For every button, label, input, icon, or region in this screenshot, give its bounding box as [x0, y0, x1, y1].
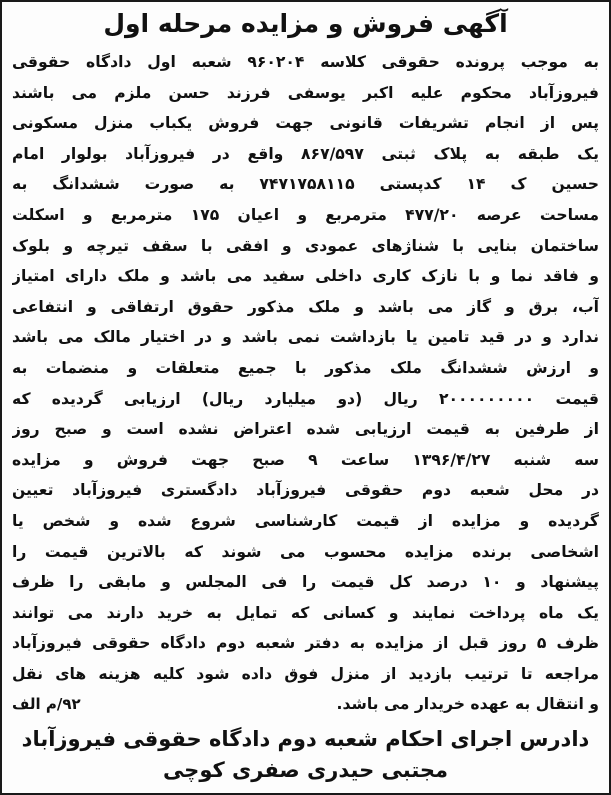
body-line: ساختمان بنایی با شناژهای عمودی و افقی با سقف تیرچه و بلوک	[12, 236, 599, 255]
body-line: سه شنبه ۱۳۹۶/۴/۲۷ ساعت ۹ صبح جهت فروش و مزایده	[12, 450, 599, 469]
body-line: قیمت ۲۰۰۰۰۰۰۰۰۰ ریال (دو میلیارد ریال) ارزیابی گردیده که	[12, 389, 599, 408]
body-line: و ارزش ششدانگ ملک مذکور با جمیع متعلقات و منضمات به	[12, 358, 599, 377]
body-line: ظرف ۵ روز قبل از مزایده به دفتر شعبه دوم دادگاه حقوقی فیروزآباد	[12, 634, 599, 653]
body-line: اشخاصی برنده مزایده محسوب می شوند که بالاترین قیمت را	[12, 542, 599, 561]
body-line: ندارد و در قید تامین یا بازداشت نمی باشد و در اختیار مالک می باشد	[12, 328, 599, 347]
body-line: پیشنهاد و ۱۰ درصد کل قیمت را فی المجلس و مابقی را ظرف	[12, 573, 599, 592]
body-last-line	[12, 689, 599, 720]
signature-name: مجتبی حیدری صفری کوچی	[162, 758, 449, 782]
body-line: در محل شعبه دوم حقوقی فیروزآباد دادگستری فیروزآباد تعیین	[12, 481, 599, 500]
body-line: پس از انجام تشریفات قانونی جهت فروش یکباب منزل مسکونی	[12, 114, 599, 133]
body-line: فیروزآباد محکوم علیه اکبر یوسفی فرزند حسن ملزم می باشند	[12, 83, 599, 102]
signature-title: دادرس اجرای احکام شعبه دوم دادگاه حقوقی فیروزآباد	[21, 727, 590, 751]
notice-body	[12, 47, 599, 720]
body-line: آب، برق و گاز می باشد و ملک مذکور حقوق ارتفاقی و انتفاعی	[12, 297, 599, 316]
body-line: به موجب پرونده حقوقی کلاسه ۹۶۰۲۰۴ شعبه اول دادگاه حقوقی	[12, 53, 599, 71]
body-line: و فاقد نما و با نازک کاری داخلی سفید می باشد و ملک دارای امتیاز	[12, 267, 599, 286]
body-line: مساحت عرصه ۴۷۷/۲۰ مترمربع و اعیان ۱۷۵ مترمربع و اسکلت	[12, 205, 599, 224]
notice-title: آگهی فروش و مزایده مرحله اول	[103, 9, 508, 38]
signature-block	[2, 723, 609, 785]
body-line: یک ماه پرداخت نمایند و کسانی که تمایل به خرید دارند می توانند	[12, 603, 599, 622]
last-line-text: و انتقال به عهده خریدار می باشد.	[336, 695, 599, 714]
body-line: از طرفین به قیمت ارزیابی شده اعتراض نشده است و صبح روز	[12, 420, 599, 439]
body-line: حسین ک ۱۴ کدپستی ۷۴۷۱۷۵۸۱۱۵ به صورت ششدانگ به	[12, 175, 599, 194]
body-line: مراجعه تا ترتیب بازدید از منزل فوق داده شود کلیه هزینه های نقل	[12, 664, 599, 683]
reference-number: ۹۲/م الف	[12, 695, 81, 714]
body-line: یک طبقه به پلاک ثبتی ۸۶۷/۵۹۷ واقع در فیروزآباد بولوار امام	[12, 144, 599, 163]
body-line: گردیده و مزایده از قیمت کارشناسی شروع شده و شخص یا	[12, 511, 599, 530]
